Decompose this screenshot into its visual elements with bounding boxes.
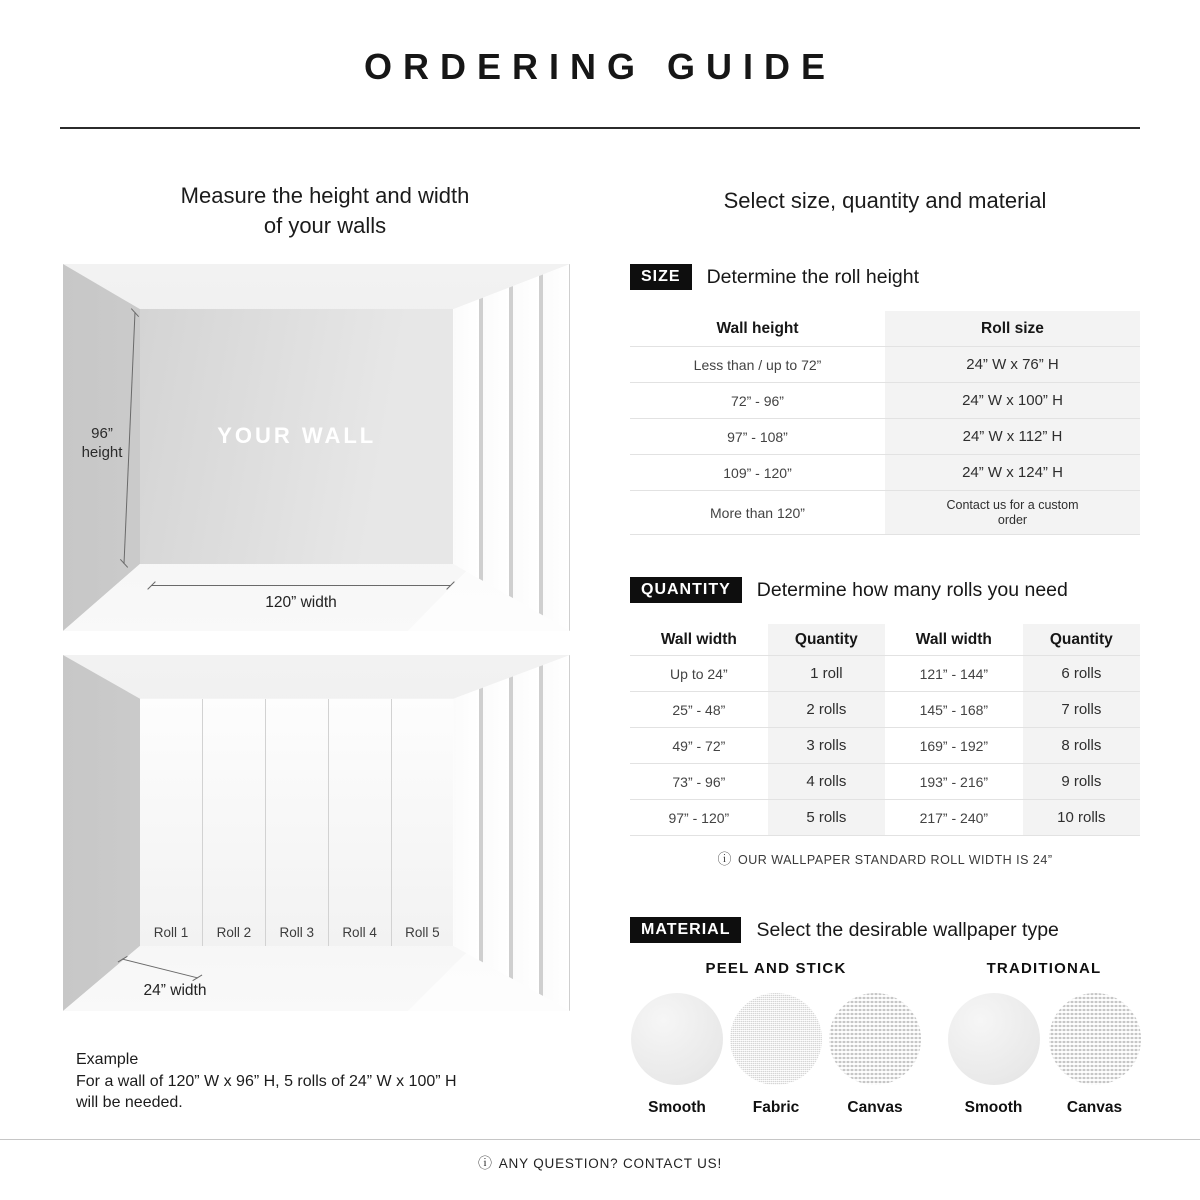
width-dimension-line [151, 585, 451, 586]
roll-label: Roll 1 [153, 924, 189, 940]
material-option-fabric [729, 993, 823, 1117]
heading-line: of your walls [263, 213, 387, 238]
material-option-smooth [946, 993, 1042, 1117]
material-group-traditional [944, 960, 1144, 1117]
size-table [630, 311, 1140, 535]
swatch-label: Canvas [1066, 1099, 1123, 1116]
material-option-smooth [630, 993, 724, 1117]
material-group-title: TRADITIONAL [986, 960, 1102, 977]
size-table-row [630, 347, 1140, 383]
wall-width-cell: 145” - 168” [919, 701, 989, 718]
material-group-title: PEEL AND STICK [705, 960, 847, 977]
wall-width-cell: 193” - 216” [919, 773, 989, 790]
roll-panel [266, 699, 329, 946]
size-badge: SIZE [630, 264, 692, 290]
roll-size-cell: 24” W x 76” H [885, 347, 1140, 382]
wall-height-cell: 72” - 96” [731, 392, 784, 409]
roll-panel [329, 699, 392, 946]
roll-size-cell: 24” W x 100” H [885, 383, 1140, 418]
wall-height-label [69, 424, 135, 462]
info-icon: ⓘ [477, 1155, 493, 1171]
material-option-canvas [828, 993, 922, 1117]
column-header-wall-height: Wall height [716, 319, 799, 337]
material-group-peel-and-stick [630, 960, 922, 1117]
example-line: For a wall of 120” W x 96” H, 5 rolls of 24” W x 100” H [76, 1072, 457, 1090]
material-subtitle: Select the desirable wallpaper type [756, 918, 1059, 941]
material-badge: MATERIAL [630, 917, 741, 943]
quantity-badge: QUANTITY [630, 577, 742, 603]
info-icon: ⓘ [717, 851, 732, 867]
example-block [76, 1049, 457, 1114]
wall-width-cell: Up to 24” [670, 665, 728, 682]
wall-height-cell: Less than / up to 72” [693, 356, 822, 373]
quantity-table-row [630, 764, 1140, 800]
wall-width-cell: 73” - 96” [672, 773, 726, 790]
measure-walls-heading [65, 181, 585, 241]
wall-width-cell: 169” - 192” [919, 737, 989, 754]
roll-label: Roll 3 [279, 924, 314, 940]
footer-text: ANY QUESTION? CONTACT US! [498, 1156, 723, 1171]
canvas-texture-swatch [1049, 993, 1141, 1085]
smooth-texture-swatch [948, 993, 1040, 1085]
size-table-row [630, 383, 1140, 419]
quantity-section-header [630, 577, 1068, 603]
top-divider [60, 127, 1140, 129]
footer-note [0, 1153, 1200, 1173]
quantity-cell: 8 rolls [1023, 728, 1140, 763]
roll-panel [140, 699, 203, 946]
example-line: will be needed. [76, 1094, 183, 1111]
column-header-quantity: Quantity [768, 624, 885, 655]
roll-label: Roll 2 [216, 924, 252, 940]
quantity-cell: 3 rolls [768, 728, 885, 763]
quantity-table-row [630, 800, 1140, 836]
quantity-table-row [630, 656, 1140, 692]
custom-order-note: Contact us for a custom order [946, 497, 1079, 527]
material-option-canvas [1047, 993, 1143, 1117]
quantity-cell: 9 rolls [1023, 764, 1140, 799]
roll-width-label: 24” width [143, 982, 207, 999]
swatch-label: Smooth [648, 1099, 706, 1116]
size-table-header-row [630, 311, 1140, 347]
size-table-row [630, 419, 1140, 455]
room-illustration-your-wall [63, 264, 570, 631]
quantity-cell: 10 rolls [1023, 800, 1140, 835]
wall-height-cell: 109” - 120” [723, 464, 792, 481]
column-header-quantity: Quantity [1023, 624, 1140, 655]
standard-roll-width-note [630, 849, 1140, 869]
roll-panel [392, 699, 454, 946]
wall-width-cell: 49” - 72” [672, 737, 726, 754]
quantity-cell: 7 rolls [1023, 692, 1140, 727]
roll-label: Roll 4 [342, 924, 377, 940]
example-title: Example [76, 1051, 139, 1068]
wall-width-cell: 25” - 48” [672, 701, 726, 718]
quantity-table-row [630, 728, 1140, 764]
wallpapered-wall [140, 699, 453, 946]
height-value: 96” [91, 425, 113, 442]
size-section-header [630, 264, 919, 290]
bottom-divider [0, 1139, 1200, 1140]
wall-width-label: 120” width [265, 594, 337, 611]
quantity-cell: 6 rolls [1023, 656, 1140, 691]
quantity-cell: 5 rolls [768, 800, 885, 835]
wall-height-cell: 97” - 108” [727, 428, 788, 445]
height-word: height [81, 444, 123, 461]
roll-size-cell: 24” W x 124” H [885, 455, 1140, 490]
size-table-row [630, 455, 1140, 491]
room-illustration-rolls [63, 655, 570, 1011]
wall-width-cell: 217” - 240” [919, 809, 989, 826]
wall-width-cell: 97” - 120” [668, 809, 730, 826]
quantity-table-header-row [630, 624, 1140, 656]
smooth-texture-swatch [631, 993, 723, 1085]
heading-line: Measure the height and width [180, 183, 470, 208]
wall-height-cell: More than 120” [710, 504, 805, 521]
note-text: OUR WALLPAPER STANDARD ROLL WIDTH IS 24” [738, 853, 1053, 867]
select-options-heading: Select size, quantity and material [723, 188, 1047, 213]
roll-label: Roll 5 [405, 924, 440, 940]
material-section-header [630, 917, 1059, 943]
column-header-wall-width: Wall width [660, 630, 737, 648]
page-title: ORDERING GUIDE [363, 46, 837, 87]
quantity-table [630, 624, 1140, 836]
roll-size-cell: 24” W x 112” H [885, 419, 1140, 454]
quantity-cell: 4 rolls [768, 764, 885, 799]
swatch-label: Smooth [964, 1099, 1023, 1116]
swatch-label: Fabric [752, 1099, 800, 1116]
quantity-cell: 2 rolls [768, 692, 885, 727]
quantity-subtitle: Determine how many rolls you need [756, 578, 1068, 601]
roll-panel [203, 699, 266, 946]
swatch-label: Canvas [847, 1099, 903, 1116]
canvas-texture-swatch [829, 993, 921, 1085]
your-wall-label: YOUR WALL [217, 423, 377, 449]
roll-size-cell [885, 491, 1140, 534]
size-subtitle: Determine the roll height [706, 265, 920, 288]
fabric-texture-swatch [730, 993, 822, 1085]
size-table-row [630, 491, 1140, 535]
wall-width-cell: 121” - 144” [919, 665, 989, 682]
column-header-roll-size: Roll size [885, 311, 1140, 346]
quantity-cell: 1 roll [768, 656, 885, 691]
quantity-table-row [630, 692, 1140, 728]
column-header-wall-width: Wall width [915, 630, 992, 648]
